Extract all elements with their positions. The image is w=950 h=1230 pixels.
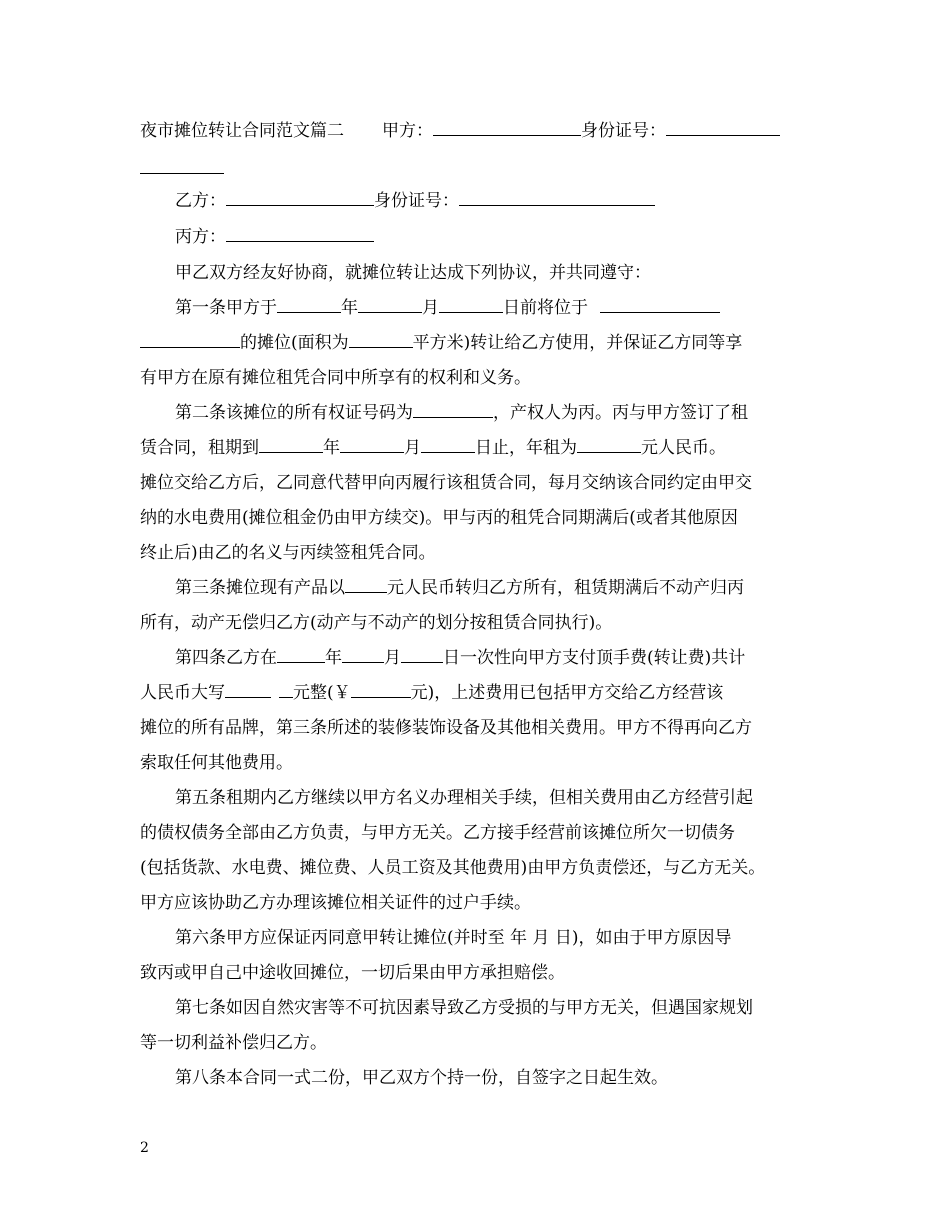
party-b-id-blank	[459, 190, 655, 206]
article-1-line-1: 第一条甲方于 年 月 日前将位于	[175, 297, 720, 319]
article-2-line-5: 终止后)由乙的名义与丙续签租凭合同。	[140, 543, 436, 563]
article-4-year-blank	[277, 647, 325, 663]
article-4-line-3: 摊位的所有品牌，第三条所述的装修装饰设备及其他相关费用。甲方不得再向乙方	[140, 718, 752, 738]
article-5-line-2: 的债权债务全部由乙方负责，与甲方无关。乙方接手经营前该摊位所欠一切债务	[140, 823, 735, 843]
article-1-location-blank	[600, 297, 720, 313]
article-3-line-2: 所有，动产无偿归乙方(动产与不动产的划分按租赁合同执行)。	[140, 613, 613, 633]
party-c-line	[175, 226, 374, 248]
article-5-line-1: 第五条租期内乙方继续以甲方名义办理相关手续，但相关费用由乙方经营引起	[175, 788, 753, 808]
article-1-line-2: 的摊位(面积为 平方米)转让给乙方使用，并保证乙方同等享	[140, 332, 742, 354]
party-b-id-label: 身份证号：	[374, 191, 459, 211]
article-2-year-blank	[259, 437, 323, 453]
article-2-month-blank	[340, 437, 404, 453]
article-4-month-blank	[342, 647, 384, 663]
party-b-name-blank	[226, 190, 374, 206]
document-title: 夜市摊位转让合同范文篇二	[140, 121, 344, 141]
header-line	[140, 120, 780, 142]
article-7-line-2: 等一切利益补偿归乙方。	[140, 1033, 327, 1053]
article-2-day-blank	[421, 437, 475, 453]
article-8-line-1: 第八条本合同一式二份，甲乙双方个持一份，自签字之日起生效。	[175, 1068, 668, 1088]
article-5-line-4: 甲方应该协助乙方办理该摊位相关证件的过户手续。	[140, 893, 531, 913]
article-4-line-4: 索取任何其他费用。	[140, 753, 293, 773]
page-number: 2	[140, 1140, 149, 1156]
article-2-cert-blank	[413, 402, 493, 418]
party-c-name-blank	[226, 226, 374, 242]
party-a-id-blank	[666, 120, 780, 136]
party-a-id-label: 身份证号：	[581, 121, 666, 141]
party-a-id-blank-continued	[140, 158, 224, 174]
party-a-label: 甲方：	[382, 121, 433, 141]
article-1-year-blank	[277, 297, 341, 313]
article-7-line-1: 第七条如因自然灾害等不可抗因素导致乙方受损的与甲方无关，但遇国家规划	[175, 998, 753, 1018]
article-1-area-blank	[349, 332, 413, 348]
article-2-line-3: 摊位交给乙方后，乙同意代替甲向丙履行该租赁合同，每月交纳该合同约定由甲交	[140, 473, 752, 493]
article-4-amount-figure-blank	[351, 682, 411, 698]
header-line-wrap	[140, 158, 224, 180]
article-1-line-3: 有甲方在原有摊位租凭合同中所享有的权利和义务。	[140, 368, 531, 388]
article-6-line-2: 致丙或甲自己中途收回摊位，一切后果由甲方承担赔偿。	[140, 963, 565, 983]
article-1-day-blank	[439, 297, 503, 313]
article-5-line-3: (包括货款、水电费、摊位费、人员工资及其他费用)由甲方负责偿还，与乙方无关。	[140, 858, 766, 878]
party-b-line	[175, 190, 655, 212]
article-4-amount-words-blank-2	[279, 682, 293, 698]
article-1-location-blank-continued	[140, 332, 240, 348]
article-3-amount-blank	[345, 577, 387, 593]
article-2-line-2: 赁合同，租期到 年 月 日止，年租为 元人民币。	[140, 438, 726, 458]
article-3-line-1: 第三条摊位现有产品以 元人民币转归乙方所有，租赁期满后不动产归丙	[175, 578, 744, 598]
article-2-rent-blank	[577, 437, 641, 453]
article-1-month-blank	[358, 297, 422, 313]
article-4-amount-words-blank	[225, 682, 271, 698]
party-b-label: 乙方：	[175, 191, 226, 211]
article-4-day-blank	[401, 647, 443, 663]
article-4-line-2: 人民币大写 元整(￥ 元)，上述费用已包括甲方交给乙方经营该	[140, 683, 724, 703]
party-a-name-blank	[433, 120, 581, 136]
article-6-line-1: 第六条甲方应保证丙同意甲转让摊位(并时至 年 月 日)，如由于甲方原因导	[175, 928, 732, 948]
article-2-line-1: 第二条该摊位的所有权证号码为 ，产权人为丙。丙与甲方签订了租	[175, 403, 748, 423]
article-4-line-1: 第四条乙方在 年 月 日一次性向甲方支付顶手费(转让费)共计	[175, 648, 746, 668]
party-c-label: 丙方：	[175, 227, 226, 247]
intro-paragraph: 甲乙双方经友好协商，就摊位转让达成下列协议，并共同遵守：	[175, 263, 651, 283]
article-2-line-4: 纳的水电费用(摊位租金仍由甲方续交)。甲与丙的租凭合同期满后(或者其他原因	[140, 508, 738, 528]
